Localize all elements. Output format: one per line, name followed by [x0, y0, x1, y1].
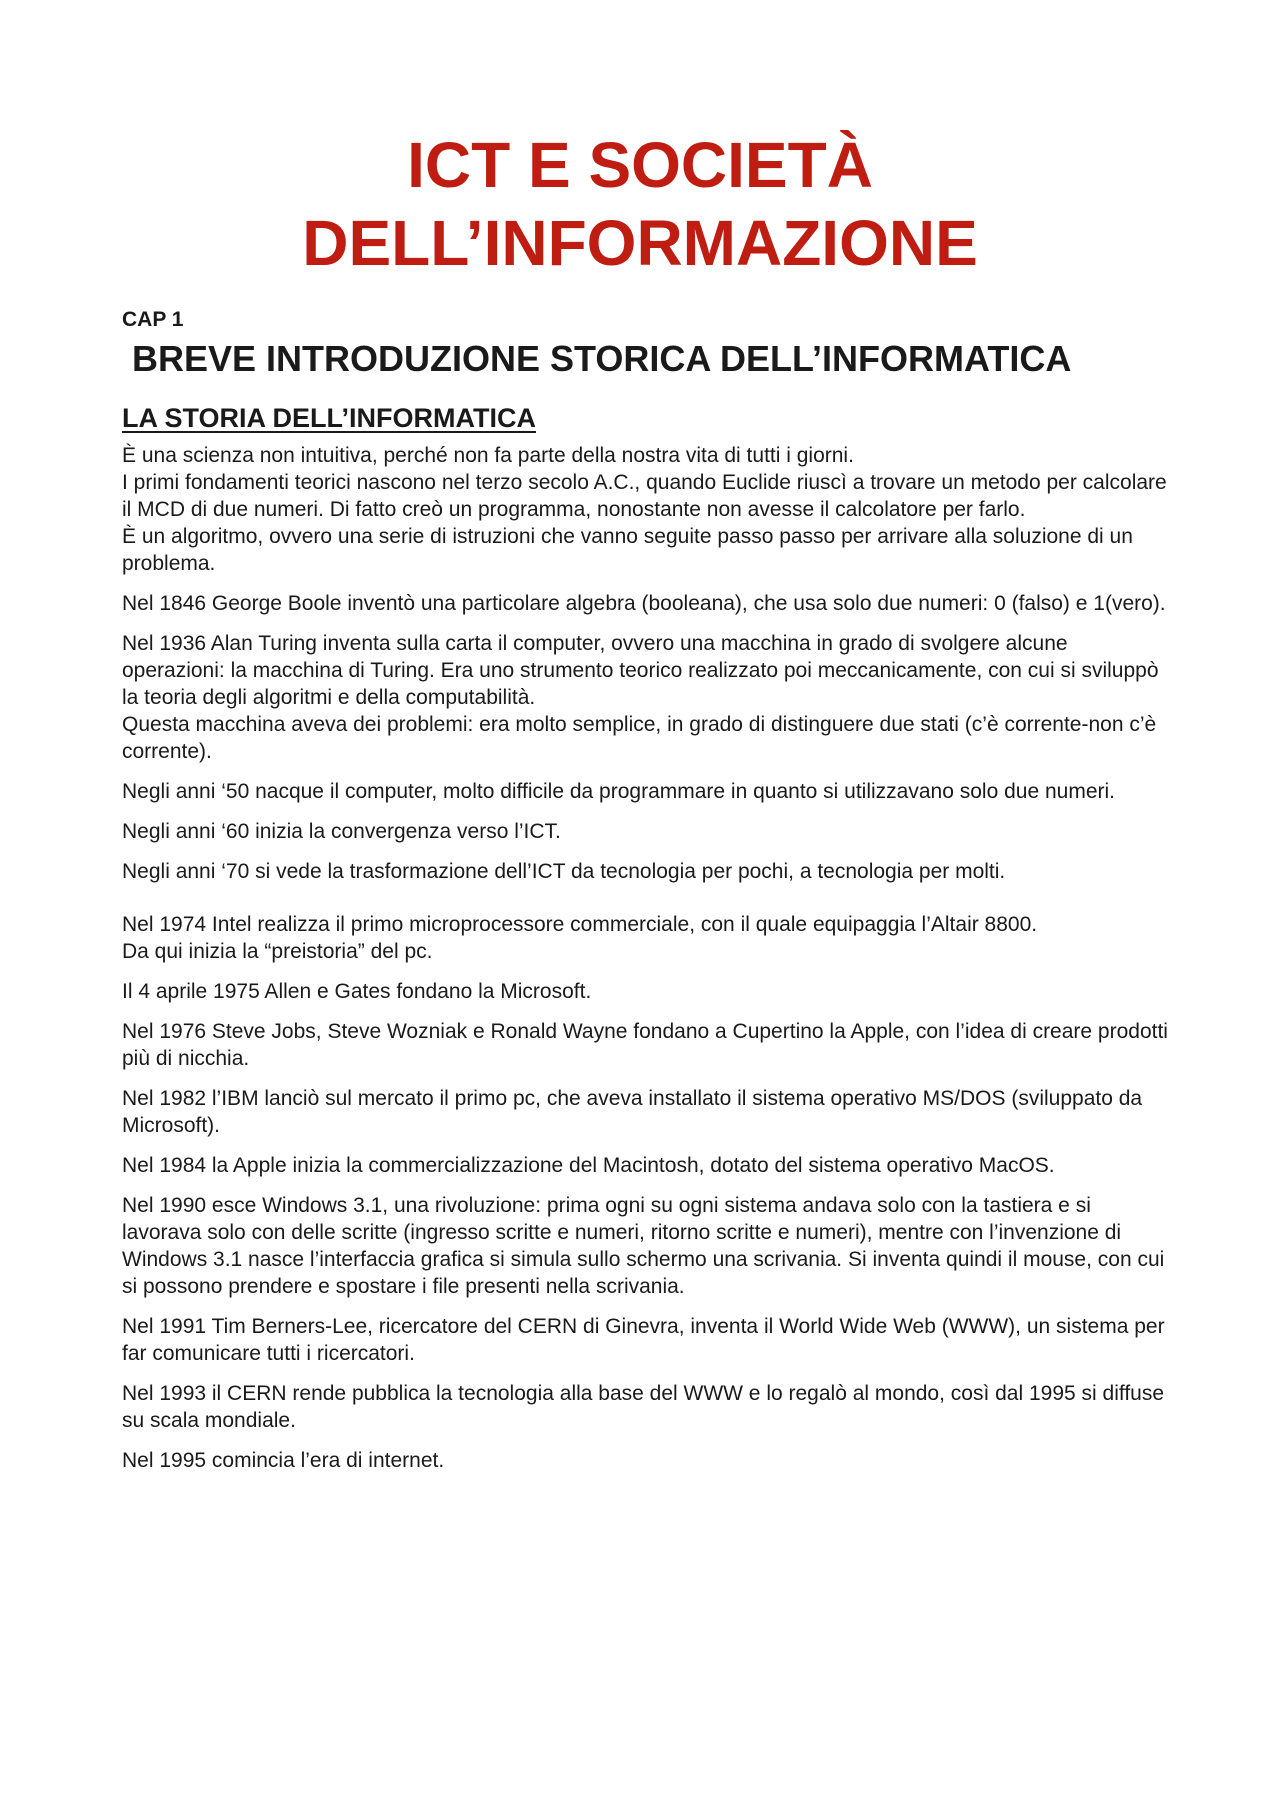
paragraph-line: Nel 1974 Intel realizza il primo microprocessore commerciale, con il quale equipaggia l’Altair 8800.	[122, 913, 1038, 936]
paragraph-line: Nel 1991 Tim Berners-Lee, ricercatore del CERN di Ginevra, inventa il World Wide Web (WWW), un sistema per far comunicare tutti i ricercatori.	[122, 1315, 1165, 1365]
paragraph-line: È un algoritmo, ovvero una serie di istruzioni che vanno seguite passo passo per arrivare alla soluzione di un problema.	[122, 525, 1133, 575]
paragraph-line: Negli anni ‘60 inizia la convergenza verso l’ICT.	[122, 820, 561, 843]
paragraph-line: Nel 1976 Steve Jobs, Steve Wozniak e Ronald Wayne fondano a Cupertino la Apple, con l’idea di creare prodotti più di nicchia.	[122, 1020, 1168, 1070]
chapter-label: CAP 1	[122, 308, 184, 331]
paragraph-1974	[122, 911, 1172, 965]
paragraph-turing	[122, 630, 1172, 765]
paragraph-1993	[122, 1380, 1172, 1434]
paragraph-anni-70	[122, 858, 1172, 885]
paragraph-anni-50	[122, 778, 1172, 805]
paragraph-1975	[122, 978, 1172, 1005]
paragraph-line: Da qui inizia la “preistoria” del pc.	[122, 940, 433, 963]
paragraph-1982	[122, 1085, 1172, 1139]
document-title-line-1: ICT E SOCIETÀ	[407, 129, 873, 201]
paragraph-line: Questa macchina aveva dei problemi: era molto semplice, in grado di distinguere due stati (c’è corrente-non c’è corrente).	[122, 713, 1157, 763]
paragraph-line: Nel 1936 Alan Turing inventa sulla carta il computer, ovvero una macchina in grado di svolgere alcune operazioni: la macchina di Turing. Era uno strumento teorico realizzato poi meccanicamente, con cui si sviluppò la teoria degli algoritmi e della computabilità.	[122, 632, 1159, 709]
paragraph-line: I primi fondamenti teorici nascono nel terzo secolo A.C., quando Euclide riuscì a trovare un metodo per calcolare il MCD di due numeri. Di fatto creò un programma, nonostante non avesse il calcolatore per farlo.	[122, 471, 1167, 521]
paragraph-line: Il 4 aprile 1975 Allen e Gates fondano la Microsoft.	[122, 980, 592, 1003]
paragraph-1991	[122, 1313, 1172, 1367]
paragraph-line: Nel 1984 la Apple inizia la commercializzazione del Macintosh, dotato del sistema operativo MacOS.	[122, 1154, 1055, 1177]
section-heading: LA STORIA DELL’INFORMATICA	[122, 403, 536, 433]
paragraph-line: Negli anni ‘70 si vede la trasformazione dell’ICT da tecnologia per pochi, a tecnologia per molti.	[122, 860, 1006, 883]
chapter-title: BREVE INTRODUZIONE STORICA DELL’INFORMATICA	[132, 338, 1072, 379]
paragraph-1984	[122, 1152, 1172, 1179]
paragraph-anni-60	[122, 818, 1172, 845]
document-body	[122, 308, 1172, 1487]
document-title	[0, 126, 1280, 282]
paragraph-line: Nel 1990 esce Windows 3.1, una rivoluzione: prima ogni su ogni sistema andava solo con la tastiera e si lavorava solo con delle scritte (ingresso scritte e numeri, ritorno scritte e numeri), mentre con l’invenzione di Windows 3.1 nasce l’interfaccia grafica si simula sullo schermo una scrivania. Si inventa quindi il mouse, con cui si possono prendere e spostare i file presenti nella scrivania.	[122, 1194, 1165, 1298]
paragraph-line: Nel 1993 il CERN rende pubblica la tecnologia alla base del WWW e lo regalò al mondo, così dal 1995 si diffuse su scala mondiale.	[122, 1382, 1165, 1432]
paragraph-intro	[122, 442, 1172, 577]
paragraph-line: Negli anni ‘50 nacque il computer, molto difficile da programmare in quanto si utilizzavano solo due numeri.	[122, 780, 1115, 803]
paragraph-1990	[122, 1192, 1172, 1300]
paragraph-1976	[122, 1018, 1172, 1072]
paragraph-line: Nel 1846 George Boole inventò una particolare algebra (booleana), che usa solo due numeri: 0 (falso) e 1(vero).	[122, 592, 1166, 615]
paragraph-boole	[122, 590, 1172, 617]
paragraph-line: Nel 1995 comincia l’era di internet.	[122, 1449, 445, 1472]
document-title-line-2: DELL’INFORMAZIONE	[302, 207, 978, 279]
paragraph-line: Nel 1982 l’IBM lanciò sul mercato il primo pc, che aveva installato il sistema operativo MS/DOS (sviluppato da Microsoft).	[122, 1087, 1143, 1137]
paragraph-1995	[122, 1447, 1172, 1474]
paragraph-line: È una scienza non intuitiva, perché non fa parte della nostra vita di tutti i giorni.	[122, 444, 854, 467]
